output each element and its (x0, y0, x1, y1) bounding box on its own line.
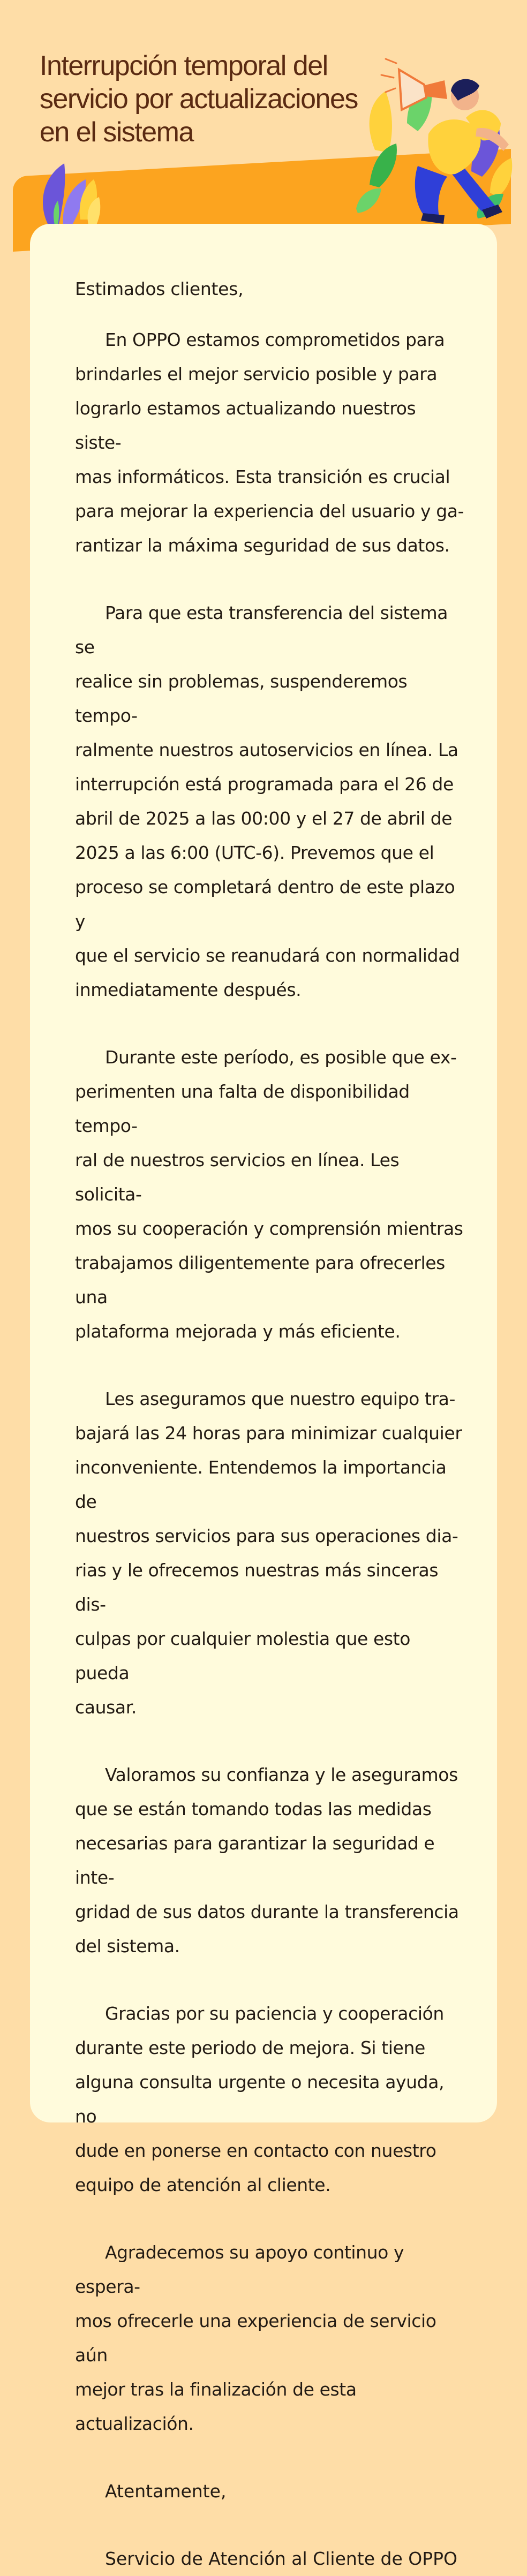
salutation: Estimados clientes, (75, 278, 244, 299)
paragraph-availability: Durante este período, es posible que ex- perimenten una falta de disponibilidad tempo- ral de nuestros servicios en línea. Les solicita- mos su cooperación y comprensión mientras trabajamos diligentemente para ofrecerles una plataforma mejorada y más eficiente. (75, 1047, 463, 1342)
paragraph-commitment: En OPPO estamos comprometidos para brindarles el mejor servicio posible y para lograrlo estamos actualizando nuestros siste- mas informáticos. Esta transición es crucial para mejorar la experiencia del usuario y ga- rantizar la máxima seguridad de sus datos. (75, 329, 464, 556)
paragraph-security: Valoramos su confianza y le aseguramos que se están tomando todas las medidas necesarias para garantizar la seguridad e inte- gridad de sus datos durante la transferencia del sistema. (75, 1764, 459, 1956)
closing: Atentamente, (105, 2481, 227, 2502)
paragraph-support: Gracias por su paciencia y cooperación durante este periodo de mejora. Si tiene alguna consulta urgente o necesita ayuda, no dude en ponerse en contacto con nuestro equipo de atención al cliente. (75, 2003, 445, 2195)
paragraph-schedule: Para que esta transferencia del sistema se realice sin problemas, suspenderemos tempo- ralmente nuestros autoservicios en línea. La interrupción está programada para el 26 de abril de 2025 a las 00:00 y el 27 de abril de 2025 a las 6:00 (UTC-6). Prevemos que el proceso se completará dentro de este plazo y que el servicio se reanudará con normalidad inmediatamente después. (75, 602, 460, 1000)
paragraph-team: Les aseguramos que nuestro equipo tra- bajará las 24 horas para minimizar cualquier inconveniente. Entendemos la importancia de nuestros servicios para sus operaciones dia- rias y le ofrecemos nuestras más sinceras dis- culpas por cualquier molestia que esto pueda causar. (75, 1388, 462, 1718)
left-plant-icon (43, 163, 100, 225)
paragraph-thanks: Agradecemos su apoyo continuo y espera- mos ofrecerle una experiencia de servicio aún mejor tras la finalización de esta actualización. (75, 2242, 436, 2434)
header (0, 0, 527, 252)
page-title: Interrupción temporal del servicio por actualizaciones en el sistema (40, 50, 358, 148)
signature: Servicio de Atención al Cliente de OPPO (105, 2548, 458, 2569)
notice-card (30, 224, 497, 2569)
